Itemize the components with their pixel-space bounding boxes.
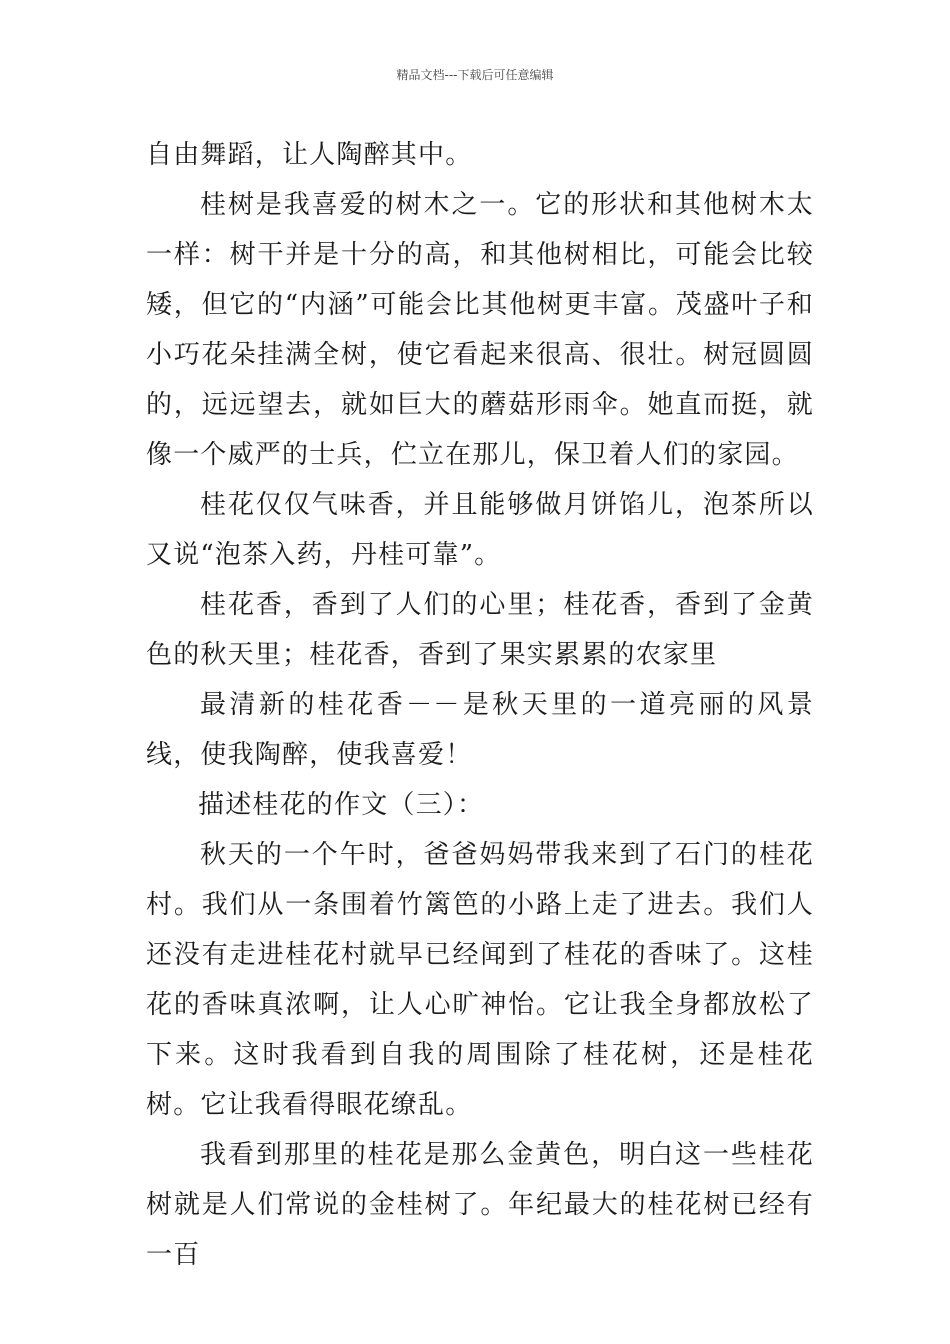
document-body [146,130,814,1280]
paragraph-7: 我看到那里的桂花是那么金黄色，明白这一些桂花树就是人们常说的金桂树了。年纪最大的桂花树已经有一百 [146,1140,814,1270]
paragraph-2: 桂树是我喜爱的树木之一。它的形状和其他树木太一样：树干并是十分的高，和其他树相比，可能会比较矮，但它的“内涵”可能会比其他树更丰富。茂盛叶子和小巧花朵挂满全树，使它看起来很高、很壮。树冠圆圆的，远远望去，就如巨大的蘑菇形雨伞。她直而挺，就像一个威严的士兵，伫立在那儿，保卫着人们的家园。 [146,190,814,470]
paragraph-6: 秋天的一个午时，爸爸妈妈带我来到了石门的桂花村。我们从一条围着竹篱笆的小路上走了进去。我们人还没有走进桂花村就早已经闻到了桂花的香味了。这桂花的香味真浓啊，让人心旷神怡。它让我全身都放松了下来。这时我看到自我的周围除了桂花树，还是桂花树。它让我看得眼花缭乱。 [146,840,814,1120]
section-heading: 描述桂花的作文（三）： [198,790,485,820]
paragraph-5: 最清新的桂花香－－是秋天里的一道亮丽的风景线，使我陶醉，使我喜爱！ [146,690,814,770]
paragraph-4: 桂花香，香到了人们的心里；桂花香，香到了金黄色的秋天里；桂花香，香到了果实累累的农家里 [146,590,814,670]
paragraph-3: 桂花仅仅气味香，并且能够做月饼馅儿，泡茶所以又说“泡茶入药，丹桂可靠”。 [146,490,814,570]
paragraph-1: 自由舞蹈，让人陶醉其中。 [146,140,473,170]
page-header: 精品文档---下载后可任意编辑 [396,68,554,82]
